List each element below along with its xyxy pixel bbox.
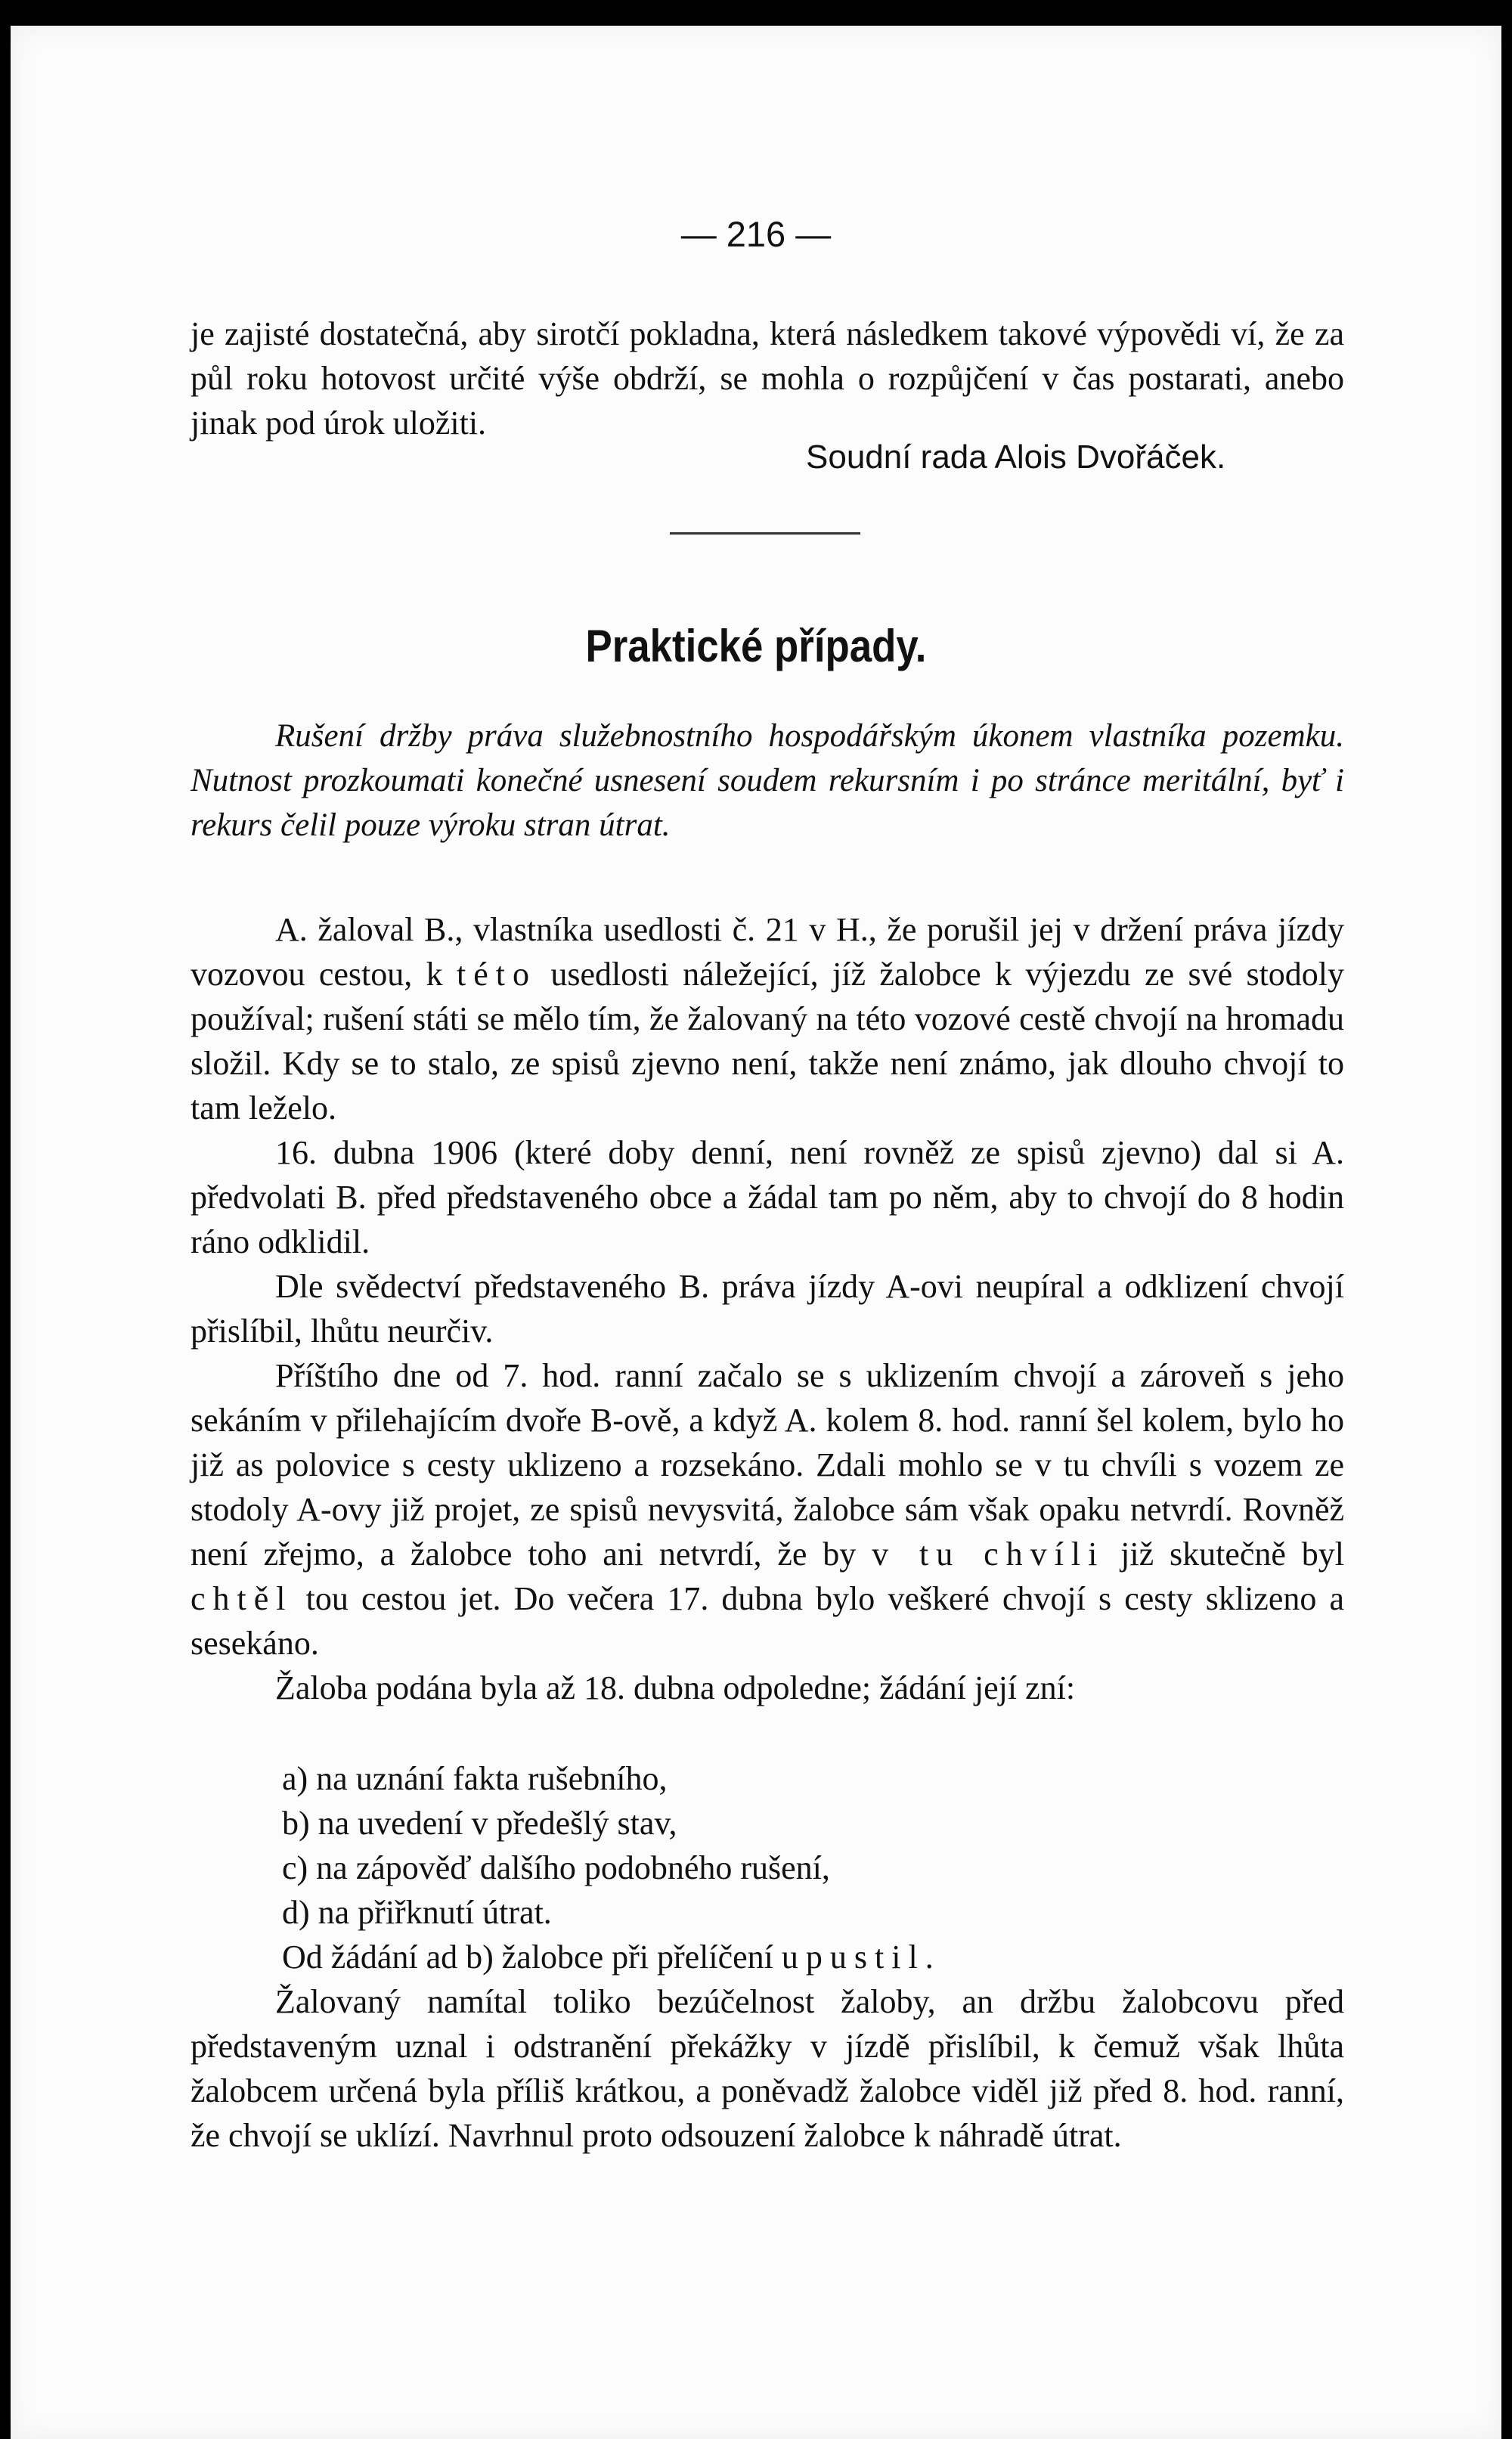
list-item: a) na uznání fakta rušebního, [282, 1760, 668, 1797]
page-number: — 216 — [680, 214, 832, 254]
paragraph-1-text: A. žaloval B., vlastníka usedlosti č. 21 v H., že porušil jej v držení práva jízdy vozovou cestou, k [191, 911, 1344, 993]
paragraph-1-spaced: této [457, 956, 537, 993]
paragraph-4-spaced-1: v tu chvíli [872, 1536, 1105, 1573]
list-item: b) na uvedení v předešlý stav, [282, 1805, 677, 1842]
waiver-spaced: upustil. [781, 1938, 941, 1976]
intro-paragraph [191, 311, 1344, 445]
paragraph-3: Dle svědectví představeného B. práva jízdy A-ovi neupíral a odklizení chvojí přislíbil, lhůtu neurčiv. [191, 1268, 1344, 1350]
case-summary: Rušení držby práva služebnostního hospodářským úkonem vlastníka pozemku. Nutnost prozkoumati konečné usnesení soudem rekursním i po stránce meritální, byť i rekurs čelil pouze výroku stran útrat. [191, 718, 1344, 843]
section-heading: Praktické případy. [585, 621, 927, 671]
list-item-waiver [282, 1935, 1340, 1979]
signature: Soudní rada Alois Dvořáček. [806, 439, 1226, 476]
waiver-text: Od žádání ad b) žalobce při přelíčení [282, 1938, 773, 1976]
body-block-1 [191, 907, 1344, 1710]
paragraph-4 [191, 1353, 1344, 1666]
paragraph-7: Žalovaný namítal toliko bezúčelnost žaloby, an držbu žalobcovu před představeným uznal i odstranění překážky v jízdě přislíbil, k čemuž však lhůta žalobcem určená byla příliš krátkou, a poněvadž žalobce viděl již před 8. hod. ranní, že chvojí se uklízí. Navrhnul proto odsouzení žalobce k náhradě útrat. [191, 1983, 1344, 2154]
paragraph-1-rest: usedlosti náležející, jíž žalobce k výjezdu ze své stodoly používal; rušení státi se mělo tím, že žalovaný na této vozové cestě chvojí na hromadu složil. Kdy se to stalo, ze spisů zjevno není, takže není známo, jak dlouho chvojí to tam leželo. [191, 956, 1345, 1127]
paragraph-4-spaced-2: chtěl [191, 1580, 293, 1617]
claims-list [282, 1756, 1340, 1979]
intro-text: je zajisté dostatečná, aby sirotčí pokladna, která následkem takové výpovědi ví, že za půl roku hotovost určité výše obdrží, se mohla o rozpůjčení v čas postarati, anebo jinak pod úrok uložiti. [191, 315, 1344, 442]
section-divider [670, 532, 860, 535]
list-item: c) na zápověď dalšího podobného rušení, [282, 1849, 830, 1886]
paragraph-4-text-a: Příštího dne od 7. hod. ranní začalo se s uklizením chvojí a zároveň s jeho sekáním v přilehajícím dvoře B-ově, a když A. kolem 8. hod. ranní šel kolem, bylo ho již as polovice s cesty uklizeno a rozsekáno. Zdali mohlo se v tu chvíli s vozem ze stodoly A-ovy již projet, ze spisů nevysvitá, žalobce sám však opaku netvrdí. Rovněž není zřejmo, a žalobce toho ani netvrdí, že by [191, 1357, 1344, 1573]
paragraph-1 [191, 907, 1344, 1130]
paragraph-4-text-c: tou cestou jet. Do večera 17. dubna bylo veškeré chvojí s cesty sklizeno a sesekáno. [191, 1580, 1344, 1662]
paragraph-5: Žaloba podána byla až 18. dubna odpoledne; žádání její zní: [275, 1669, 1076, 1706]
list-item: d) na přiřknutí útrat. [282, 1894, 552, 1931]
body-block-2 [191, 1979, 1344, 2158]
paragraph-4-text-b: již skutečně byl [1120, 1536, 1345, 1573]
paragraph-2: 16. dubna 1906 (které doby denní, není rovněž ze spisů zjevno) dal si A. předvolati B. před představeného obce a žádal tam po něm, aby to chvojí do 8 hodin ráno odklidil. [191, 1134, 1344, 1260]
